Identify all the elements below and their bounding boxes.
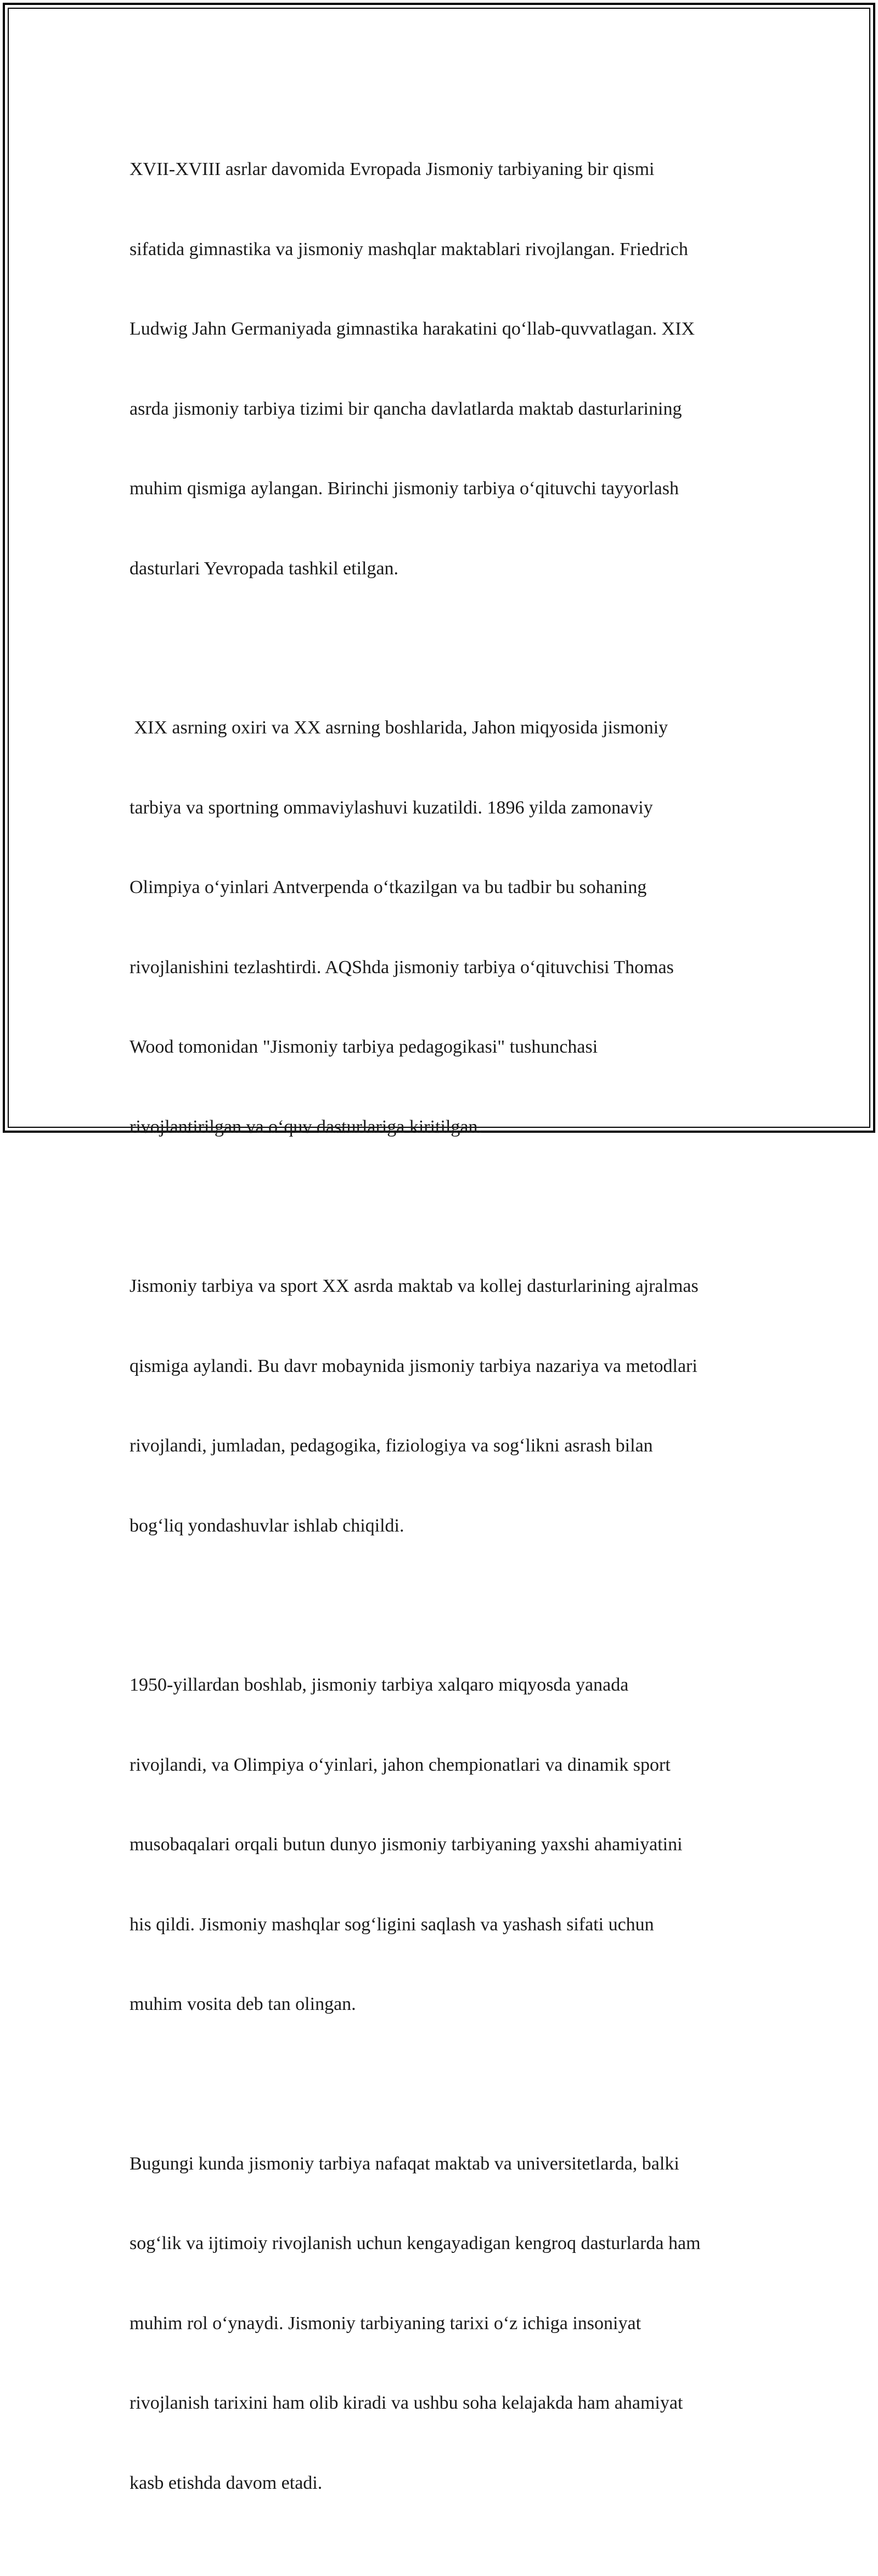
text-line: Jismoniy tarbiya va sport XX asrda maktab va kollej dasturlarining ajralmas — [130, 1276, 699, 1296]
text-line: Ludwig Jahn Germaniyada gimnastika harakatini qoʻllab-quvvatlagan. XIX — [130, 319, 695, 339]
text-line: asrda jismoniy tarbiya tizimi bir qancha davlatlarda maktab dasturlarining — [130, 398, 682, 419]
text-line: qismiga aylandi. Bu davr mobaynida jismoniy tarbiya nazariya va metodlari — [130, 1355, 697, 1376]
text-line: rivojlanishini tezlashtirdi. AQShda jismoniy tarbiya oʻqituvchisi Thomas — [130, 957, 674, 978]
paragraph-1 — [130, 103, 750, 635]
text-line: Olimpiya oʻyinlari Antverpenda oʻtkazilgan va bu tadbir bu sohaning — [130, 877, 647, 897]
text-line: muhim qismiga aylangan. Birinchi jismoniy tarbiya oʻqituvchi tayyorlash — [130, 478, 679, 499]
text-line: muhim rol oʻynaydi. Jismoniy tarbiyaning tarixi oʻz ichiga insoniyat — [130, 2313, 641, 2334]
text-line: muhim vosita deb tan olingan. — [130, 1994, 356, 2014]
document-body — [130, 103, 750, 2576]
text-line: dasturlari Yevropada tashkil etilgan. — [130, 558, 399, 579]
text-line: Bugungi kunda jismoniy tarbiya nafaqat maktab va universitetlarda, balki — [130, 2153, 679, 2174]
text-line: bogʻliq yondashuvlar ishlab chiqildi. — [130, 1515, 404, 1536]
text-line: rivojlantirilgan va oʻquv dasturlariga kiritilgan. — [130, 1116, 482, 1137]
text-line: sifatida gimnastika va jismoniy mashqlar maktablari rivojlangan. Friedrich — [130, 239, 688, 259]
text-line: rivojlandi, jumladan, pedagogika, fiziologiya va sogʻlikni asrash bilan — [130, 1436, 653, 1456]
text-line: XIX asrning oxiri va XX asrning boshlarida, Jahon miqyosida jismoniy — [130, 718, 668, 738]
text-line: rivojlandi, va Olimpiya oʻyinlari, jahon chempionatlari va dinamik sport — [130, 1754, 671, 1775]
text-line: XVII-XVIII asrlar davomida Evropada Jismoniy tarbiyaning bir qismi — [130, 159, 655, 179]
text-line: 1950-yillardan boshlab, jismoniy tarbiya xalqaro miqyosda yanada — [130, 1675, 629, 1695]
paragraph-4 — [130, 1619, 750, 2071]
text-line: musobaqalari orqali butun dunyo jismoniy tarbiyaning yaxshi ahamiyatini — [130, 1834, 683, 1855]
text-line: rivojlanish tarixini ham olib kiradi va ushbu soha kelajakda ham ahamiyat — [130, 2393, 683, 2413]
text-line: kasb etishda davom etadi. — [130, 2472, 323, 2493]
text-line: sogʻlik va ijtimoiy rivojlanish uchun kengayadigan kengroq dasturlarda ham — [130, 2233, 701, 2253]
text-line: his qildi. Jismoniy mashqlar sogʻligini saqlash va yashash sifati uchun — [130, 1914, 654, 1935]
text-line: Wood tomonidan "Jismoniy tarbiya pedagogikasi" tushunchasi — [130, 1037, 598, 1057]
paragraph-3 — [130, 1220, 750, 1592]
paragraph-5 — [130, 2098, 750, 2550]
paragraph-2 — [130, 662, 750, 1194]
text-line: tarbiya va sportning ommaviylashuvi kuzatildi. 1896 yilda zamonaviy — [130, 797, 653, 818]
